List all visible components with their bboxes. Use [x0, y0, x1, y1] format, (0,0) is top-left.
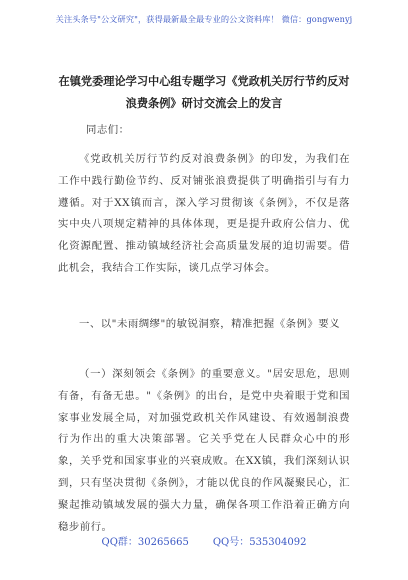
qq-number: QQ号：535304092 [212, 537, 307, 548]
paragraph-1-1: （一）深刻领会《条例》的重要意义。"居安思危，思则有备，有备无患。"《条例》的出台，是党中央着眼于党和国家事业发展全局，对加强党政机关作风建设、有效遏制浪费行为作出的重大决策部署。它关乎党在人民群众心中的形象，关乎党和国家事业的兴衰成败。在XX镇，我们深刻认识到，只有坚决贯彻《条例》，才能以优良的作风凝聚民心，汇聚起推动镇域发展的强大力量，确保各项工作沿着正确方向稳步前行。 [58, 368, 350, 533]
qq-group: QQ群：30265665 [101, 537, 189, 548]
footer-contact [0, 533, 408, 548]
paragraph-intro: 《党政机关厉行节约反对浪费条例》的印发，为我们在工作中践行勤俭节约、反对铺张浪费提供了明确指引与有力遵循。对于XX镇而言，深入学习贯彻该《条例》，不仅是落实中央八项规定精神的具体体现，更是提升政府公信力、优化资源配置、推动镇域经济社会高质量发展的迫切需要。借此机会，我结合工作实际，谈几点学习体会。 [58, 153, 350, 274]
promo-banner: 关注头条号"公文研究"，获得最新最全最专业的公文资料库！ 微信：gongwenyj [55, 14, 353, 24]
document-title: 在镇党委理论学习中心组专题学习《党政机关厉行节约反对浪费条例》研讨交流会上的发言 [58, 74, 350, 110]
section-heading-1: 一、以"未雨绸缪"的敏锐洞察，精准把握《条例》要义 [79, 318, 341, 330]
greeting: 同志们： [86, 124, 130, 136]
